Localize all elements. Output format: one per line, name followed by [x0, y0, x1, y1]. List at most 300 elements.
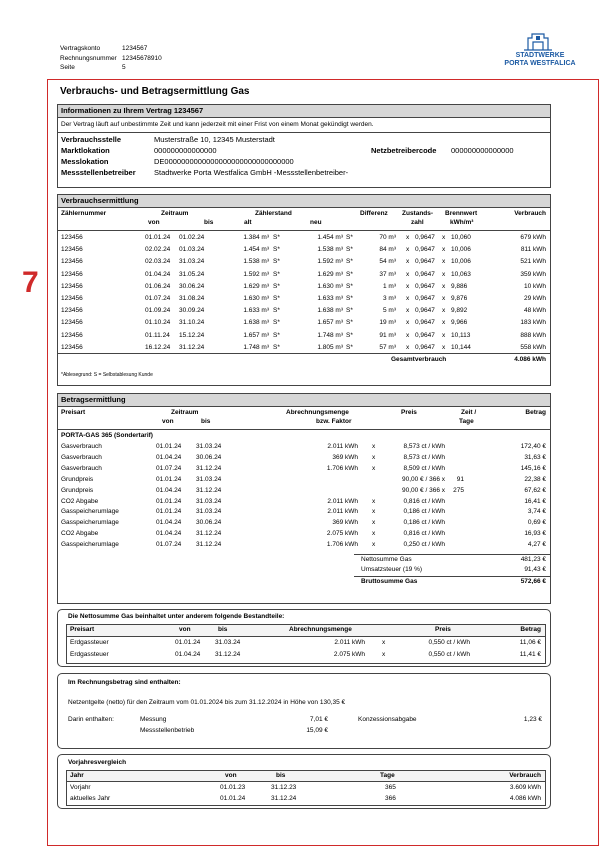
vorjahr-heading: Vorjahresvergleich [68, 759, 127, 766]
verbrauch-alt: 1.638 m³ [243, 319, 269, 327]
messung-value: 7,01 € [309, 716, 328, 723]
betrag-section [57, 393, 551, 604]
col-von: von [162, 418, 174, 425]
betrag-art: Gasspeicherumlage [61, 508, 119, 516]
verbrauch-verbrauch: 521 kWh [520, 258, 546, 266]
verbrauch-alt: 1.592 m³ [243, 270, 269, 278]
verbrauch-verbrauch: 811 kWh [520, 246, 546, 254]
betrag-von: 01.04.24 [156, 530, 182, 538]
betrag-menge: 2.011 kWh [327, 508, 358, 516]
verbrauch-zz: 0,9647 [415, 258, 435, 266]
verbrauch-section [57, 194, 551, 386]
col-bis: bis [204, 219, 214, 226]
vertragskonto-label: Vertragskonto [60, 45, 101, 52]
verbrauch-bis: 31.10.24 [179, 319, 205, 327]
col-faktor: bzw. Faktor [316, 418, 352, 425]
verbrauch-x1: x [406, 307, 410, 315]
col-preisart: Preisart [61, 409, 86, 416]
verbrauch-alt: 1.657 m³ [243, 331, 269, 339]
vertragskonto-value: 1234567 [122, 45, 148, 52]
betrag-heading: Betragsermittlung [58, 394, 550, 407]
col-bis: bis [276, 772, 286, 779]
betrag-art: Gasverbrauch [61, 443, 102, 450]
bestand-x: x [382, 651, 386, 658]
betrag-x: x [372, 541, 376, 549]
verbrauch-von: 01.06.24 [145, 282, 171, 290]
betrag-betrag: 67,62 € [524, 486, 546, 494]
vorjahr-row [67, 794, 545, 805]
verbrauch-diff: 70 m³ [379, 234, 396, 241]
bestand-bis: 31.12.24 [215, 651, 241, 658]
vorjahr-von: 01.01.23 [220, 784, 246, 791]
vorjahr-row [67, 783, 545, 794]
betrag-row [58, 464, 550, 475]
verbrauch-s2: S* [346, 307, 353, 315]
col-verbrauch: Verbrauch [514, 210, 546, 217]
bestandteile-section [57, 609, 551, 667]
verbrauch-bw: 10,060 [451, 234, 471, 241]
verbrauch-x1: x [406, 343, 410, 351]
verbrauch-s1: S* [273, 270, 280, 278]
verbrauch-s1: S* [273, 319, 280, 327]
verbrauch-x2: x [442, 234, 446, 241]
bestand-preis: 0,550 ct / kWh [428, 639, 470, 646]
verbrauch-x2: x [442, 331, 446, 339]
verbrauch-diff: 54 m³ [379, 258, 396, 266]
bestand-row [67, 650, 545, 662]
betrag-bis: 31.12.24 [196, 464, 222, 472]
verbrauch-zz: 0,9647 [415, 343, 435, 351]
verbrauch-bis: 31.03.24 [179, 258, 205, 266]
konzession-value: 1,23 € [523, 716, 542, 723]
bestand-betrag: 11,41 € [519, 651, 541, 658]
betrag-x: x [372, 508, 376, 516]
verbrauch-diff: 19 m³ [379, 319, 396, 327]
verbrauch-footnote: *Ablesegrund: S = Selbstablesung Kunde [61, 372, 153, 378]
invoice-header [60, 44, 162, 73]
verbrauch-von: 01.09.24 [145, 307, 171, 315]
betrag-bis: 30.06.24 [196, 519, 222, 527]
bestand-von: 01.04.24 [175, 651, 201, 658]
verbrauch-alt: 1.630 m³ [243, 295, 269, 302]
darin-label: Darin enthalten: [68, 716, 114, 723]
marktlokation-value: 000000000000000 [154, 146, 217, 155]
brutto-label: Bruttosumme Gas [361, 578, 418, 585]
col-zustandszahl: Zustands- [402, 210, 434, 217]
betrag-x: x [372, 464, 376, 472]
tariff-name: PORTA-GAS 365 (Sondertarif) [61, 432, 153, 439]
verbrauch-zz: 0,9647 [415, 307, 435, 315]
verbrauch-s2: S* [346, 270, 353, 278]
betrag-row [58, 475, 550, 486]
gesamt-value: 4.086 kWh [514, 356, 546, 363]
betrag-preis: 8,573 ct / kWh [403, 453, 445, 461]
bestandteile-heading: Die Nettosumme Gas beinhaltet unter anderem folgende Bestandteile: [68, 613, 285, 620]
verbrauch-diff: 91 m³ [379, 331, 396, 339]
betrag-menge: 2.011 kWh [327, 497, 358, 505]
ust-label: Umsatzsteuer (19 %) [361, 566, 423, 573]
vorjahr-verbrauch: 4.086 kWh [509, 794, 541, 802]
betrag-von: 01.04.24 [156, 486, 182, 494]
verbrauch-s2: S* [346, 295, 353, 302]
verbrauch-row [58, 257, 550, 269]
vorjahr-tage: 366 [385, 794, 396, 802]
col-preis: Preis [401, 409, 417, 416]
vorjahr-bis: 31.12.23 [271, 784, 297, 791]
col-verbrauch: Verbrauch [509, 772, 541, 779]
vertrag-heading: Informationen zu Ihrem Vertrag 1234567 [58, 105, 550, 118]
verbrauch-row [58, 306, 550, 318]
verbrauch-alt: 1.454 m³ [243, 246, 269, 254]
col-brennwert-2: kWh/m³ [450, 219, 474, 226]
verbrauch-x2: x [442, 246, 446, 254]
betrag-preis: 0,186 ct / kWh [403, 508, 445, 516]
bestand-preis: 0,550 ct / kWh [428, 651, 470, 658]
betrag-bis: 31.12.24 [196, 486, 222, 494]
verbrauch-verbrauch: 10 kWh [523, 282, 546, 290]
betrag-preis: 90,00 € / 366 x [401, 486, 445, 494]
betrag-menge: 369 kWh [332, 519, 358, 527]
verbrauch-nr: 123456 [61, 331, 83, 339]
verbrauch-x1: x [406, 319, 410, 327]
verbrauch-s2: S* [346, 319, 353, 327]
verbrauch-heading: Verbrauchsermittlung [58, 195, 550, 208]
betrag-von: 01.01.24 [156, 508, 182, 516]
col-zeitraum: Zeitraum [161, 210, 189, 217]
verbrauch-s2: S* [346, 331, 353, 339]
vorjahr-von: 01.01.24 [220, 794, 246, 802]
verbrauch-alt: 1.538 m³ [243, 258, 269, 266]
bestand-von: 01.01.24 [175, 639, 201, 646]
betrag-art: Gasspeicherumlage [61, 519, 119, 527]
verbrauch-x1: x [406, 282, 410, 290]
verbrauch-s1: S* [273, 258, 280, 266]
verbrauch-table-header [58, 208, 550, 231]
verbrauch-von: 01.07.24 [145, 295, 171, 302]
betrag-bis: 31.03.24 [196, 497, 222, 505]
betrag-preis: 0,186 ct / kWh [403, 519, 445, 527]
verbrauch-neu: 1.805 m³ [317, 343, 343, 351]
verbrauch-s2: S* [346, 234, 353, 241]
verbrauch-x1: x [406, 258, 410, 266]
verbrauch-von: 01.10.24 [145, 319, 171, 327]
verbrauch-von: 02.03.24 [145, 258, 171, 266]
bestandteile-header [67, 625, 545, 637]
bestand-bis: 31.03.24 [215, 639, 241, 646]
col-zaehlerstand: Zählerstand [255, 210, 292, 217]
verbrauch-nr: 123456 [61, 295, 83, 302]
verbrauch-x2: x [442, 295, 446, 302]
verbrauch-nr: 123456 [61, 282, 83, 290]
betrag-betrag: 31,63 € [524, 453, 546, 461]
betrag-von: 01.04.24 [156, 453, 182, 461]
verbrauch-bw: 9,876 [451, 295, 468, 302]
betrag-menge: 2.075 kWh [326, 530, 358, 538]
col-bis: bis [218, 626, 228, 633]
netto-value: 481,23 € [520, 556, 546, 563]
verbrauch-von: 01.01.24 [145, 234, 171, 241]
verbrauch-alt: 1.384 m³ [243, 234, 269, 241]
verbrauch-zz: 0,9647 [415, 319, 435, 327]
verbrauch-bw: 9,892 [451, 307, 468, 315]
verbrauch-row [58, 270, 550, 282]
verbrauch-bis: 30.09.24 [179, 307, 205, 315]
verbrauch-s2: S* [346, 246, 353, 254]
betrag-preis: 0,250 ct / kWh [403, 541, 445, 549]
betrag-summary [58, 552, 550, 592]
betrag-betrag: 22,38 € [524, 475, 546, 483]
rechnungsnummer-label: Rechnungsnummer [60, 54, 117, 62]
betrag-art: Grundpreis [61, 486, 94, 494]
verbrauch-nr: 123456 [61, 234, 83, 241]
bestandteile-rows [67, 637, 545, 663]
col-von: von [225, 772, 237, 779]
verbrauch-nr: 123456 [61, 246, 83, 254]
konzession-label: Konzessionsabgabe [358, 716, 417, 723]
verbrauch-von: 02.02.24 [145, 246, 171, 254]
bestand-menge: 2.075 kWh [333, 651, 365, 658]
verbrauch-row [58, 294, 550, 306]
betrag-row [58, 518, 550, 529]
verbrauch-verbrauch: 183 kWh [520, 319, 546, 327]
vorjahr-section [57, 754, 551, 809]
verbrauch-neu: 1.592 m³ [317, 258, 343, 266]
betrag-bis: 30.06.24 [196, 453, 222, 461]
betrag-preis: 90,00 € / 366 x [401, 475, 445, 483]
verbrauchsstelle-label: Verbrauchsstelle [61, 135, 122, 144]
betrag-row [58, 442, 550, 453]
page-marker: 7 [22, 266, 39, 299]
verbrauch-neu: 1.748 m³ [317, 331, 343, 339]
verbrauch-nr: 123456 [61, 319, 83, 327]
verbrauch-bis: 31.08.24 [179, 295, 205, 302]
verbrauch-neu: 1.454 m³ [317, 234, 343, 241]
verbrauch-von: 01.11.24 [145, 331, 170, 339]
col-tage: Tage [380, 772, 395, 779]
verbrauch-diff: 57 m³ [379, 343, 396, 351]
netzbetreibercode-value: 000000000000000 [451, 146, 514, 155]
verbrauch-s1: S* [273, 295, 280, 302]
verbrauch-bw: 9,966 [451, 319, 468, 327]
betrag-betrag: 0,69 € [527, 519, 546, 527]
bestand-x: x [382, 639, 386, 646]
verbrauch-neu: 1.629 m³ [317, 270, 343, 278]
vorjahr-table [66, 770, 546, 806]
betrag-art: CO2 Abgabe [61, 530, 99, 538]
verbrauch-x1: x [406, 331, 410, 339]
betrag-x: x [372, 453, 376, 461]
vertrag-notice: Der Vertrag läuft auf unbestimmte Zeit und kann jederzeit mit einer Frist von einem Monat gekündigt werden. [58, 118, 550, 133]
verbrauch-row [58, 318, 550, 330]
ust-value: 91,43 € [524, 566, 546, 573]
betrag-x: x [372, 519, 376, 527]
col-abrechnungsmenge: Abrechnungsmenge [289, 626, 352, 633]
betrag-x: x [372, 497, 376, 505]
logo-text [488, 52, 592, 67]
betrag-betrag: 16,93 € [524, 530, 546, 538]
betrag-bis: 31.12.24 [196, 530, 222, 538]
col-zustandszahl-2: zahl [411, 219, 424, 226]
netzbetreibercode-label: Netzbetreibercode [371, 146, 437, 155]
verbrauch-bw: 10,144 [451, 343, 471, 351]
verbrauch-neu: 1.538 m³ [317, 246, 343, 254]
verbrauch-diff: 5 m³ [383, 307, 396, 315]
col-bis: bis [201, 418, 211, 425]
col-abrechnungsmenge: Abrechnungsmenge [286, 409, 349, 416]
betrag-zeit: 275 [453, 486, 464, 494]
betrag-betrag: 172,40 € [520, 443, 546, 450]
col-betrag: Betrag [525, 409, 546, 416]
betrag-von: 01.04.24 [156, 519, 182, 527]
col-alt: alt [244, 219, 252, 226]
verbrauch-neu: 1.633 m³ [317, 295, 343, 302]
verbrauch-bis: 15.12.24 [179, 331, 205, 339]
messstellenbetrieb-label: Messstellenbetrieb [140, 727, 195, 734]
verbrauch-diff: 84 m³ [379, 246, 396, 254]
verbrauch-s2: S* [346, 343, 353, 351]
brutto-value: 572,66 € [520, 578, 546, 585]
verbrauch-zz: 0,9647 [415, 234, 435, 241]
betrag-von: 01.07.24 [156, 464, 182, 472]
verbrauch-row [58, 233, 550, 245]
verbrauch-s1: S* [273, 282, 280, 290]
betrag-menge: 369 kWh [332, 453, 358, 461]
betrag-row [58, 453, 550, 464]
vorjahr-header [67, 771, 545, 782]
betrag-zeit: 91 [456, 475, 464, 483]
col-neu: neu [310, 219, 322, 226]
betrag-art: Gasverbrauch [61, 453, 102, 461]
verbrauch-row [58, 282, 550, 294]
bestand-art: Erdgassteuer [70, 651, 109, 658]
verbrauch-x1: x [406, 234, 410, 241]
verbrauch-bis: 01.02.24 [179, 234, 205, 241]
messstellenbetrieb-value: 15,09 € [306, 727, 328, 734]
gesamt-label: Gesamtverbrauch [391, 356, 447, 363]
verbrauch-verbrauch: 359 kWh [520, 270, 546, 278]
verbrauch-alt: 1.629 m³ [243, 282, 269, 290]
verbrauch-neu: 1.657 m³ [317, 319, 343, 327]
summary-divider-2 [354, 576, 550, 577]
col-betrag: Betrag [520, 626, 541, 633]
summary-divider [354, 554, 550, 555]
betrag-bis: 31.03.24 [196, 508, 222, 516]
betrag-betrag: 145,16 € [520, 464, 546, 472]
verbrauch-bw: 10,113 [451, 331, 471, 339]
betrag-betrag: 3,74 € [527, 508, 546, 516]
seite-value: 5 [122, 64, 126, 71]
betrag-art: Gasverbrauch [61, 464, 102, 472]
verbrauch-x2: x [442, 282, 446, 290]
col-zeitraum: Zeitraum [171, 409, 199, 416]
verbrauch-s1: S* [273, 307, 280, 315]
verbrauch-verbrauch: 888 kWh [520, 331, 546, 339]
col-differenz: Differenz [360, 210, 388, 217]
verbrauch-bis: 31.12.24 [179, 343, 205, 351]
bestand-menge: 2.011 kWh [334, 639, 365, 646]
verbrauch-bis: 01.03.24 [179, 246, 205, 254]
verbrauch-x1: x [406, 270, 410, 278]
marktlokation-label: Marktlokation [61, 146, 110, 155]
gesamt-row [58, 353, 550, 368]
enthalten-heading: Im Rechnungsbetrag sind enthalten: [68, 679, 181, 686]
verbrauch-row [58, 245, 550, 257]
bestand-betrag: 11,06 € [519, 639, 541, 646]
verbrauch-nr: 123456 [61, 270, 83, 278]
page-title: Verbrauchs- und Betragsermittlung Gas [60, 86, 250, 97]
betrag-row [58, 540, 550, 551]
verbrauch-zz: 0,9647 [415, 270, 435, 278]
betrag-von: 01.01.24 [156, 497, 182, 505]
col-von: von [179, 626, 191, 633]
messstellenbetreiber-value: Stadtwerke Porta Westfalica GmbH -Messstellenbetreiber- [154, 168, 349, 177]
vorjahr-jahr: aktuelles Jahr [70, 794, 111, 802]
betrag-betrag: 4,27 € [527, 541, 546, 549]
verbrauch-bw: 10,006 [451, 246, 471, 254]
betrag-art: CO2 Abgabe [61, 497, 99, 505]
betrag-bis: 31.03.24 [196, 475, 222, 483]
verbrauch-verbrauch: 679 kWh [520, 234, 546, 241]
betrag-preis: 8,573 ct / kWh [403, 443, 445, 450]
verbrauch-bis: 31.05.24 [179, 270, 205, 278]
col-zeit: Zeit / [461, 409, 477, 416]
enthalten-section [57, 673, 551, 749]
verbrauch-nr: 123456 [61, 343, 83, 351]
betrag-bis: 31.03.24 [196, 443, 222, 450]
verbrauch-bw: 10,006 [451, 258, 471, 266]
verbrauch-x1: x [406, 246, 410, 254]
betrag-von: 01.07.24 [156, 541, 182, 549]
verbrauchsstelle-value: Musterstraße 10, 12345 Musterstadt [154, 135, 275, 144]
vorjahr-rows [67, 782, 545, 804]
messlokation-value: DE0000000000000000000000000000000 [154, 157, 294, 166]
messung-label: Messung [140, 716, 167, 723]
verbrauch-s1: S* [273, 331, 280, 339]
rechnungsnummer-value: 12345678910 [122, 54, 162, 62]
verbrauch-zz: 0,9647 [415, 295, 435, 302]
bestand-art: Erdgassteuer [70, 639, 109, 646]
verbrauch-verbrauch: 48 kWh [523, 307, 546, 315]
verbrauch-s1: S* [273, 343, 280, 351]
betrag-betrag: 16,41 € [524, 497, 546, 505]
verbrauch-bw: 9,886 [451, 282, 468, 290]
verbrauch-verbrauch: 29 kWh [523, 295, 546, 302]
col-tage: Tage [459, 418, 474, 425]
col-zaehlernummer: Zählernummer [61, 210, 107, 217]
vertrag-section [57, 104, 551, 188]
betrag-preis: 0,816 ct / kWh [403, 497, 445, 505]
betrag-preis: 8,509 ct / kWh [403, 464, 445, 472]
betrag-von: 01.01.24 [156, 443, 182, 450]
verbrauch-zz: 0,9647 [415, 282, 435, 290]
vorjahr-bis: 31.12.24 [271, 794, 297, 802]
verbrauch-rows [58, 231, 550, 353]
verbrauch-nr: 123456 [61, 258, 83, 266]
betrag-bis: 31.12.24 [196, 541, 222, 549]
betrag-row [58, 497, 550, 508]
verbrauch-s1: S* [273, 246, 280, 254]
betrag-row [58, 507, 550, 518]
vorjahr-tage: 365 [385, 784, 396, 791]
logo-line1: STADTWERKE [515, 52, 565, 59]
col-von: von [148, 219, 160, 226]
verbrauch-verbrauch: 558 kWh [520, 343, 546, 351]
netto-label: Nettosumme Gas [361, 556, 412, 563]
verbrauch-neu: 1.638 m³ [317, 307, 343, 315]
verbrauch-nr: 123456 [61, 307, 83, 315]
verbrauch-alt: 1.633 m³ [243, 307, 269, 315]
col-jahr: Jahr [70, 772, 84, 779]
